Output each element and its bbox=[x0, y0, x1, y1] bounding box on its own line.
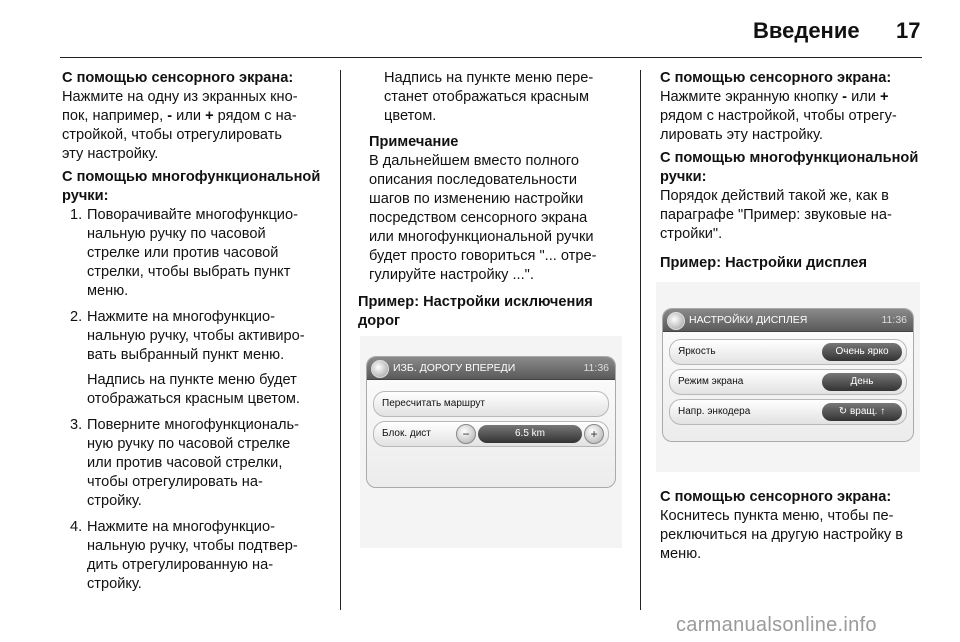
text-line: посредством сенсорного экрана bbox=[369, 210, 588, 226]
step-subnote-continued bbox=[358, 69, 633, 126]
step-number: 2. bbox=[70, 309, 83, 325]
text-line: нальную ручку, чтобы активиро- bbox=[87, 328, 305, 344]
text-line: рядом с настройкой, чтобы отрегу- bbox=[660, 108, 897, 124]
watermark: carmanualsonline.info bbox=[676, 614, 877, 636]
steps-list bbox=[62, 206, 334, 594]
clock: 11:36 bbox=[583, 362, 609, 374]
column-1 bbox=[62, 69, 334, 601]
text-line: шагов по изменению настройки bbox=[369, 191, 584, 207]
text-line: стройку. bbox=[87, 576, 142, 592]
arrow-up-icon: ↑ bbox=[880, 406, 886, 417]
heading-multifunction-knob bbox=[660, 149, 930, 187]
menu-item-encoder-direction[interactable] bbox=[669, 399, 907, 425]
text-line: Пример: Настройки исключения bbox=[358, 294, 593, 310]
step-number: 4. bbox=[70, 519, 83, 535]
list-item bbox=[62, 416, 334, 511]
paragraph-touchscreen bbox=[62, 88, 334, 164]
text-line: чтобы отрегулировать на- bbox=[87, 474, 263, 490]
text-line: описания последовательности bbox=[369, 172, 577, 188]
heading-multifunction-knob bbox=[62, 168, 334, 206]
text-line: или bbox=[172, 108, 206, 124]
text-line: меню. bbox=[87, 283, 129, 299]
screen-title-bar bbox=[367, 357, 615, 380]
clock: 11:36 bbox=[881, 314, 907, 326]
step-subnote bbox=[87, 371, 334, 409]
text-line: Коснитесь пункта меню, чтобы пе- bbox=[660, 508, 894, 524]
distance-value: 6.5 km bbox=[478, 425, 582, 443]
minus-symbol: - bbox=[167, 108, 173, 124]
header-rule bbox=[60, 57, 922, 58]
text-line: Нажмите на одну из экранных кно- bbox=[62, 89, 298, 105]
text-line: реключиться на другую настройку в bbox=[660, 527, 904, 543]
text-line: эту настройку. bbox=[62, 146, 159, 162]
text-line: Надпись на пункте меню пере- bbox=[384, 70, 594, 86]
plus-symbol: + bbox=[879, 89, 889, 105]
menu-item-label: Режим экрана bbox=[678, 376, 744, 387]
text-line: лировать эту настройку. bbox=[660, 127, 823, 143]
text-line: вать выбранный пункт меню. bbox=[87, 347, 285, 363]
screen-mode-value[interactable]: День bbox=[822, 373, 902, 391]
column-divider-2 bbox=[640, 70, 641, 610]
text-line: Поверните многофункциональ- bbox=[87, 417, 300, 433]
menu-item-label: Напр. энкодера bbox=[678, 406, 751, 417]
text-line: или bbox=[847, 89, 880, 105]
encoder-value-text: вращ. bbox=[849, 406, 878, 417]
heading-touchscreen: С помощью сенсорного экрана: bbox=[660, 489, 892, 505]
rotate-icon: ↻ bbox=[838, 406, 848, 417]
menu-item-recalculate-route[interactable] bbox=[373, 391, 609, 417]
heading-touchscreen: С помощью сенсорного экрана: bbox=[660, 70, 892, 86]
example-heading-road-avoidance bbox=[358, 293, 633, 331]
brightness-value[interactable]: Очень ярко bbox=[822, 343, 902, 361]
column-divider-1 bbox=[340, 70, 341, 610]
display-screen bbox=[662, 308, 914, 442]
list-item bbox=[62, 518, 334, 594]
text-line: ручки: bbox=[62, 188, 109, 204]
plus-button[interactable]: + bbox=[584, 424, 604, 444]
screenshot-display-settings bbox=[656, 282, 920, 472]
text-line: С помощью многофункциональной bbox=[62, 169, 321, 185]
plus-symbol: + bbox=[205, 108, 214, 124]
paragraph-touchscreen-switch bbox=[660, 507, 930, 564]
screen-title: ИЗБ. ДОРОГУ ВПЕРЕДИ bbox=[393, 362, 516, 374]
menu-item-screen-mode[interactable] bbox=[669, 369, 907, 395]
menu-item-block-distance[interactable] bbox=[373, 421, 609, 447]
menu-item-label: Пересчитать маршрут bbox=[382, 398, 485, 409]
paragraph-knob bbox=[660, 187, 930, 244]
text-line: нальную ручку, чтобы подтвер- bbox=[87, 538, 298, 554]
text-line: Нажмите на многофункцио- bbox=[87, 309, 275, 325]
text-line: ную ручку по часовой стрелке bbox=[87, 436, 291, 452]
text-line: стройки". bbox=[660, 226, 723, 242]
text-line: стрелке или против часовой bbox=[87, 245, 279, 261]
section-title: Введение bbox=[753, 18, 860, 43]
text-line: или многофункциональной ручки bbox=[369, 229, 594, 245]
display-screen bbox=[366, 356, 616, 488]
text-line: будет просто говориться "... отре- bbox=[369, 248, 597, 264]
page-number: 17 bbox=[896, 18, 921, 43]
menu-item-brightness[interactable] bbox=[669, 339, 907, 365]
text-line: станет отображаться красным bbox=[384, 89, 589, 105]
text-line: Нажмите на многофункцио- bbox=[87, 519, 275, 535]
screenshot-road-avoidance bbox=[360, 336, 622, 548]
text-line: дорог bbox=[358, 313, 401, 329]
text-line: отображаться красным цветом. bbox=[87, 391, 300, 407]
text-line: цветом. bbox=[384, 108, 437, 124]
column-3 bbox=[660, 69, 930, 277]
screen-title-bar bbox=[663, 309, 913, 332]
example-heading-display-settings: Пример: Настройки дисплея bbox=[660, 255, 868, 271]
heading-touchscreen: С помощью сенсорного экрана: bbox=[62, 70, 294, 86]
step-number: 1. bbox=[70, 207, 83, 223]
text-line: Порядок действий такой же, как в bbox=[660, 188, 889, 204]
menu-item-label: Блок. дист bbox=[382, 428, 431, 439]
text-line: дить отрегулированную на- bbox=[87, 557, 274, 573]
text-line: рядом с на- bbox=[213, 108, 297, 124]
menu-item-label: Яркость bbox=[678, 346, 716, 357]
text-line: В дальнейшем вместо полного bbox=[369, 153, 580, 169]
text-line: гулируйте настройку ...". bbox=[369, 267, 534, 283]
column-2 bbox=[358, 69, 633, 335]
text-line: Поворачивайте многофункцио- bbox=[87, 207, 298, 223]
text-line: стройку. bbox=[87, 493, 142, 509]
encoder-direction-value[interactable] bbox=[822, 403, 902, 421]
column-3-bottom bbox=[660, 488, 930, 568]
text-line: стрелки, чтобы выбрать пункт bbox=[87, 264, 291, 280]
text-line: стройкой, чтобы отрегулировать bbox=[62, 127, 283, 143]
text-line: пок, например, bbox=[62, 108, 168, 124]
note-title: Примечание bbox=[369, 134, 459, 150]
text-line: Нажмите экранную кнопку bbox=[660, 89, 843, 105]
minus-button[interactable]: − bbox=[456, 424, 476, 444]
text-line: Надпись на пункте меню будет bbox=[87, 372, 297, 388]
text-line: меню. bbox=[660, 546, 702, 562]
list-item bbox=[62, 308, 334, 409]
note-block bbox=[358, 133, 633, 285]
text-line: ручки: bbox=[660, 169, 707, 185]
text-line: нальную ручку по часовой bbox=[87, 226, 266, 242]
text-line: параграфе "Пример: звуковые на- bbox=[660, 207, 892, 223]
list-item bbox=[62, 206, 334, 301]
step-number: 3. bbox=[70, 417, 83, 433]
home-icon bbox=[371, 360, 389, 378]
home-icon bbox=[667, 312, 685, 330]
paragraph-touchscreen bbox=[660, 88, 930, 145]
minus-symbol: - bbox=[842, 89, 848, 105]
text-line: или против часовой стрелки, bbox=[87, 455, 283, 471]
text-line: С помощью многофункциональной bbox=[660, 150, 919, 166]
screen-title: НАСТРОЙКИ ДИСПЛЕЯ bbox=[689, 314, 808, 326]
